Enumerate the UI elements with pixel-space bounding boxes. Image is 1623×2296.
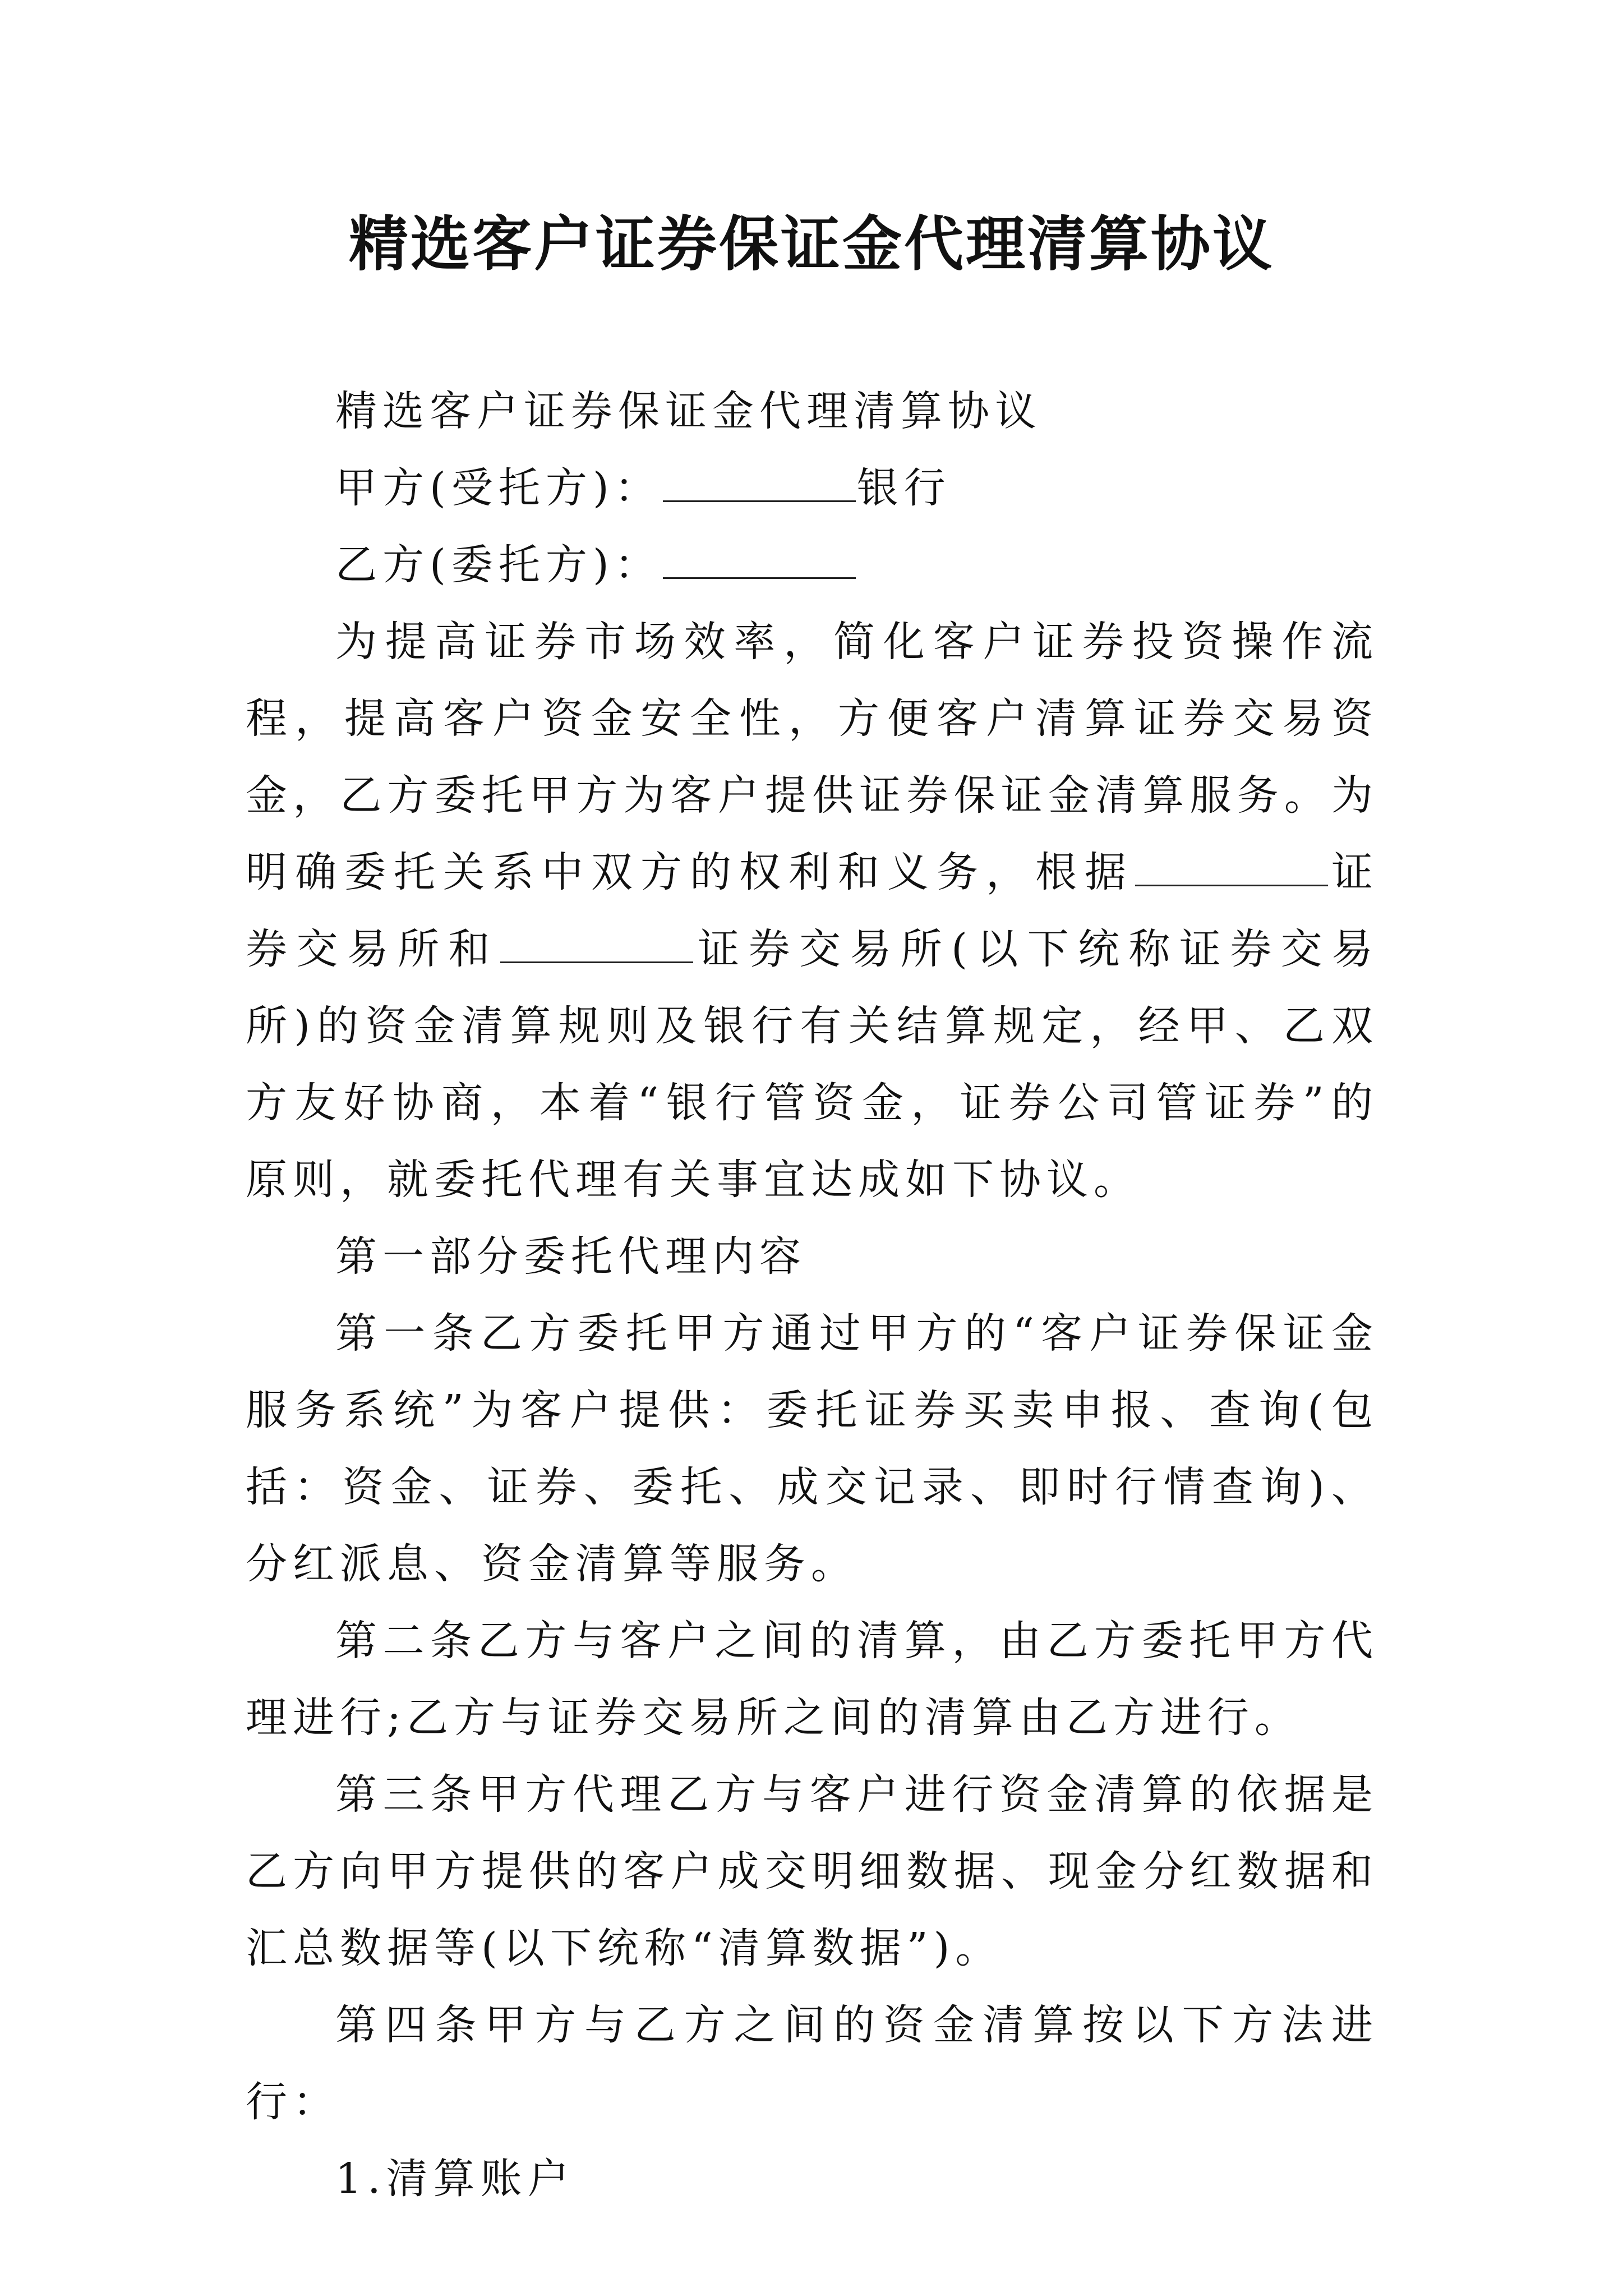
exchange-blank-1 xyxy=(1135,884,1328,886)
party-a-label: 甲方(受托方)： xyxy=(335,464,662,512)
article-2: 第二条乙方与客户之间的清算，由乙方委托甲方代理进行;乙方与证券交易所之间的清算由乙方进行。 xyxy=(246,1617,1378,1742)
party-a-blank xyxy=(663,500,856,502)
party-a-line xyxy=(246,450,1378,527)
document-title: 精选客户证券保证金代理清算协议 xyxy=(349,209,1274,279)
party-b-label: 乙方(委托方)： xyxy=(335,541,662,589)
document-body xyxy=(246,373,1378,2217)
article-4: 第四条甲方与乙方之间的资金清算按以下方法进行： xyxy=(246,2001,1378,2126)
intro-part1: 为提高证券市场效率，简化客户证券投资操作流程，提高客户资金安全性，方便客户清算证券交易资金，乙方委托甲方为客户提供证券保证金清算服务。为明确委托关系中双方的权利和义务，根据 xyxy=(246,618,1378,896)
intro-paragraph xyxy=(246,604,1378,1218)
party-b-line xyxy=(246,527,1378,604)
section-1-heading: 第一部分委托代理内容 xyxy=(335,1232,806,1281)
article-1: 第一条乙方委托甲方通过甲方的“客户证券保证金服务系统”为客户提供：委托证券买卖申报、查询(包括：资金、证券、委托、成交记录、即时行情查询)、分红派息、资金清算等服务。 xyxy=(246,1309,1378,1588)
intro-part3: 证券交易所(以下统称证券交易所)的资金清算规则及银行有关结算规定，经甲、乙双方友好协商，本着“银行管资金，证券公司管证券”的原则，就委托代理有关事宜达成如下协议。 xyxy=(246,925,1378,1204)
intro-part2: 证券交易所和 xyxy=(246,848,1378,973)
article-3: 第三条甲方代理乙方与客户进行资金清算的依据是乙方向甲方提供的客户成交明细数据、现金分红数据和汇总数据等(以下统称“清算数据”)。 xyxy=(246,1770,1378,1972)
heading-repeat: 精选客户证券保证金代理清算协议 xyxy=(335,387,1042,435)
exchange-blank-2 xyxy=(500,961,693,963)
party-a-suffix: 银行 xyxy=(856,464,951,512)
party-b-blank xyxy=(663,577,856,579)
item-1: 1.清算账户 xyxy=(335,2155,575,2203)
